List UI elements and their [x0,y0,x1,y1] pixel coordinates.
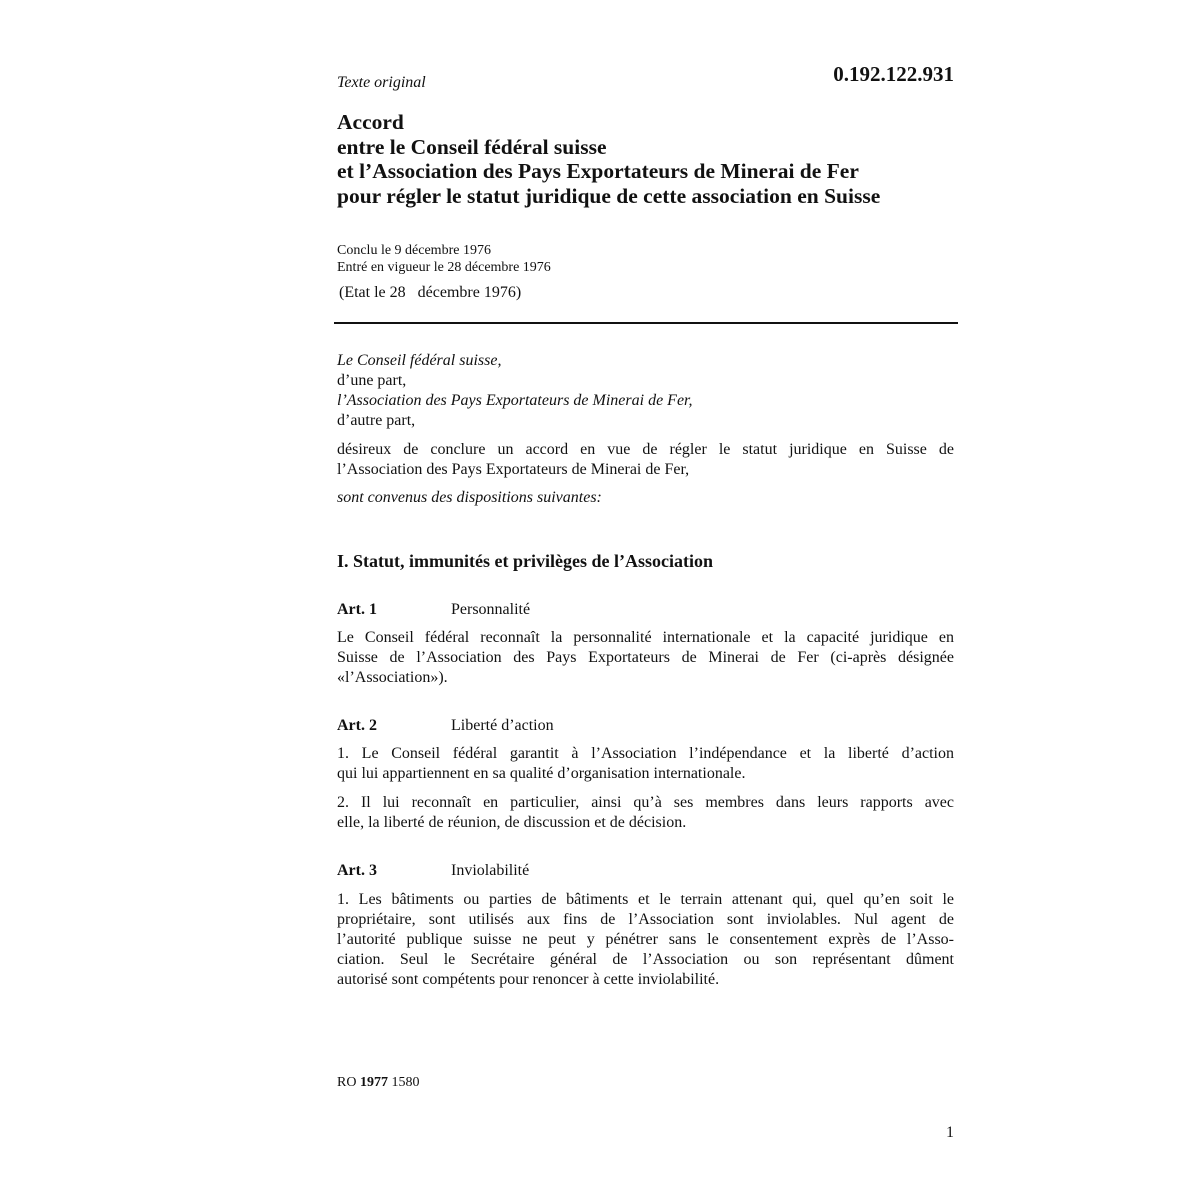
title-line: pour régler le statut juridique de cette association en Suisse [337,183,881,208]
article-paragraph [337,793,954,833]
article-title: Inviolabilité [451,862,530,879]
text-line: Suisse de l’Association des Pays Exportateurs de Minerai de Fer (ci-après désignée [337,649,954,666]
preamble-agreed: sont convenus des dispositions suivantes: [337,489,602,506]
article-heading [337,717,554,735]
text-line: propriétaire, sont utilisés aux fins de l’Association sont inviolables. Nul agent de [337,911,954,928]
page-number: 1 [946,1124,954,1141]
header-divider [334,322,958,324]
article-title: Personnalité [451,601,531,618]
party-1-side: d’une part, [337,372,407,389]
conclusion-date: Conclu le 9 décembre 1976 [337,243,491,258]
article-paragraph [337,744,954,784]
article-heading [337,601,530,619]
section-title: I. Statut, immunités et privilèges de l’Association [337,551,713,571]
text-line: autorisé sont compétents pour renoncer à cette inviolabilité. [337,971,720,988]
party-2: l’Association des Pays Exportateurs de Minerai de Fer, [337,392,693,409]
text-line: elle, la liberté de réunion, de discussion et de décision. [337,814,687,831]
dates-block [337,243,551,276]
text-line: «l’Association»). [337,669,448,686]
article-number: Art. 1 [337,601,377,618]
ro-page: 1580 [391,1075,420,1090]
text-line: qui lui appartiennent en sa qualité d’organisation internationale. [337,765,746,782]
sr-number: 0.192.122.931 [833,62,954,86]
text-line: 1. Les bâtiments ou parties de bâtiments et le terrain attenant qui, quel qu’en soit le [337,891,954,908]
preamble-parties [337,351,954,431]
article-title: Liberté d’action [451,717,554,734]
party-2-side: d’autre part, [337,412,416,429]
text-line: l’Association des Pays Exportateurs de Minerai de Fer, [337,461,690,478]
article-paragraph [337,890,954,990]
official-compilation-reference [337,1075,419,1091]
text-line: désireux de conclure un accord en vue de régler le statut juridique en Suisse de [337,441,954,458]
entry-into-force-date: Entré en vigueur le 28 décembre 1976 [337,259,551,275]
text-line: l’autorité publique suisse ne peut y pénétrer sans le consentement exprès de l’Asso- [337,931,954,948]
document-title [337,110,977,208]
article-number: Art. 3 [337,862,377,879]
ro-year: 1977 [359,1075,388,1090]
preamble-desire [337,440,954,480]
text-line: 1. Le Conseil fédéral garantit à l’Association l’indépendance et la liberté d’action [337,745,954,762]
ro-prefix: RO [337,1075,357,1090]
texte-original-label: Texte original [337,74,426,91]
party-1: Le Conseil fédéral suisse, [337,352,502,369]
text-line: ciation. Seul le Secrétaire général de l’Association ou son représentant dûment [337,951,954,968]
status-date: (Etat le 28 décembre 1976) [339,284,522,301]
title-line: et l’Association des Pays Exportateurs de Minerai de Fer [337,159,859,183]
title-line: entre le Conseil fédéral suisse [337,134,607,159]
article-heading [337,862,529,880]
article-paragraph [337,628,954,688]
article-number: Art. 2 [337,717,377,734]
text-line: 2. Il lui reconnaît en particulier, ainsi qu’à ses membres dans leurs rapports avec [337,794,954,811]
text-line: Le Conseil fédéral reconnaît la personnalité internationale et la capacité juridique en [337,629,954,646]
title-line: Accord [337,110,404,134]
